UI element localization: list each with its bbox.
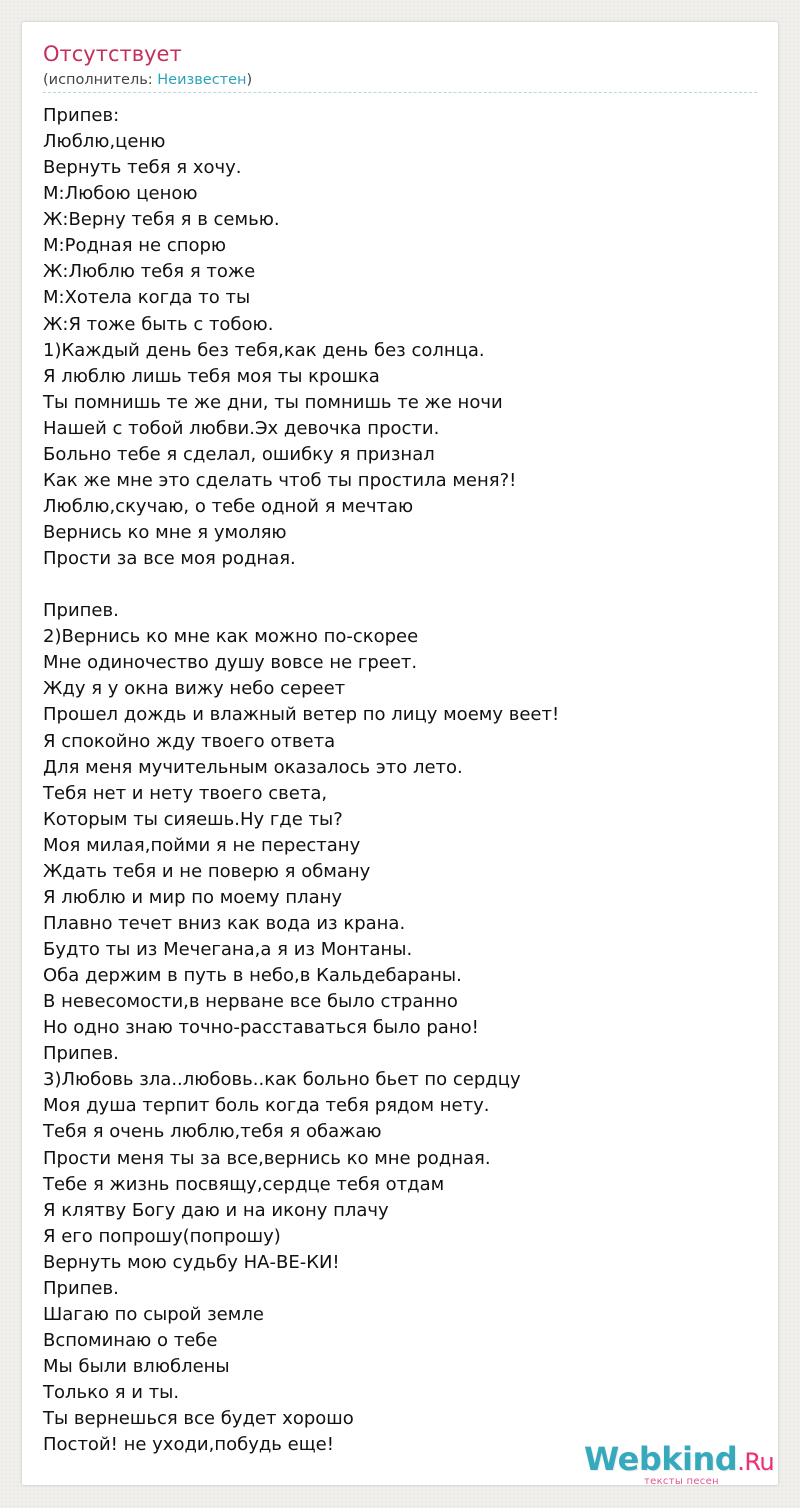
lyric-line: Я люблю лишь тебя моя ты крошка (43, 365, 380, 387)
artist-suffix: ) (246, 72, 253, 88)
lyric-line: Припев. (43, 600, 119, 622)
lyric-line: Я клятву Богу даю и на икону плачу (43, 1199, 389, 1221)
logo-wordmark (584, 1440, 774, 1478)
lyric-line: Ж:Люблю тебя я тоже (43, 261, 256, 283)
lyric-line: Мы были влюблены (43, 1356, 230, 1377)
lyric-line: Постой! не уходи,побудь еще! (43, 1434, 334, 1456)
lyric-line: Больно тебе я сделал, ошибку я признал (43, 443, 435, 465)
divider (43, 92, 757, 93)
lyric-line: Ждать тебя и не поверю я обману (43, 860, 371, 882)
lyric-line: Моя милая,пойми я не перестану (43, 834, 361, 856)
logo-tagline: тексты песен (644, 1476, 719, 1487)
lyric-line: Люблю,ценю (43, 131, 166, 153)
lyric-line: Вернуть мою судьбу НА-ВЕ-КИ! (43, 1251, 340, 1273)
lyric-line: Нашей с тобой любви.Эх девочка прости. (43, 417, 440, 439)
lyric-line: В невесомости,в нерване все было странно (43, 991, 458, 1013)
lyric-line: Припев: (43, 105, 120, 126)
lyric-line: 2)Вернись ко мне как можно по-скорее (43, 626, 419, 648)
lyric-line (43, 572, 755, 598)
lyric-line: Ж:Верну тебя я в семью. (43, 209, 280, 231)
lyric-line: Для меня мучительным оказалось это лето. (43, 756, 463, 778)
lyric-line: Ж:Я тоже быть с тобою. (43, 313, 274, 335)
lyric-line: 1)Каждый день без тебя,как день без солнца. (43, 339, 485, 361)
lyric-line: Мне одиночество душу вовсе не греет. (43, 652, 418, 674)
lyric-line: М:Родная не спорю (43, 235, 227, 257)
lyric-line: Оба держим в путь в небо,в Кальдебараны. (43, 965, 462, 987)
lyric-line: Плавно течет вниз как вода из крана. (43, 912, 406, 934)
lyric-line: Вспоминаю о тебе (43, 1329, 218, 1351)
lyric-line: Я его попрошу(попрошу) (43, 1225, 281, 1247)
lyric-line: Только я и ты. (43, 1382, 180, 1404)
lyric-line: Которым ты сияешь.Ну где ты? (43, 808, 343, 830)
artist-line (43, 72, 252, 88)
lyric-line: Прошел дождь и влажный ветер по лицу моему веет! (43, 704, 560, 726)
lyric-line: Жду я у окна вижу небо сереет (43, 678, 346, 700)
lyric-line: Тебя нет и нету твоего света, (43, 782, 328, 804)
artist-link[interactable]: Неизвестен (157, 72, 247, 88)
lyric-line: Будто ты из Мечегана,а я из Монтаны. (43, 939, 413, 960)
lyric-line: Я спокойно жду твоего ответа (43, 730, 336, 752)
lyric-line: Люблю,скучаю, о тебе одной я мечтаю (43, 495, 414, 517)
lyric-line: Вернись ко мне я умоляю (43, 522, 287, 543)
lyric-line: Тебя я очень люблю,тебя я обажаю (43, 1121, 382, 1143)
lyric-line: Шагаю по сырой земле (43, 1303, 264, 1325)
lyric-line: Ты вернешься все будет хорошо (43, 1408, 354, 1430)
lyric-line: Моя душа терпит боль когда тебя рядом нету. (43, 1095, 490, 1117)
lyrics-text (43, 103, 755, 1458)
lyric-line: М:Любою ценою (43, 183, 198, 205)
webkind-logo[interactable] (584, 1440, 774, 1488)
lyric-line: Припев. (43, 1277, 119, 1299)
lyric-line: М:Хотела когда то ты (43, 287, 251, 309)
logo-tld: .Ru (737, 1448, 775, 1476)
lyric-line: 3)Любовь зла..любовь..как больно бьет по сердцу (43, 1069, 521, 1091)
lyric-line: Ты помнишь те же дни, ты помнишь те же ночи (43, 391, 503, 413)
lyric-line: Прости за все моя родная. (43, 548, 296, 570)
artist-prefix: (исполнитель: (43, 72, 158, 88)
lyric-line: Тебе я жизнь посвящу,сердце тебя отдам (43, 1173, 445, 1195)
lyric-line: Прости меня ты за все,вернись ко мне родная. (43, 1147, 491, 1169)
lyric-line: Вернуть тебя я хочу. (43, 157, 242, 179)
song-title: Отсутствует (43, 42, 182, 66)
lyric-line: Я люблю и мир по моему плану (43, 886, 343, 908)
lyric-line: Как же мне это сделать чтоб ты простила меня?! (43, 469, 517, 491)
logo-brand: Webkind (584, 1440, 738, 1478)
lyric-line: Припев. (43, 1043, 119, 1065)
lyric-line: Но одно знаю точно-расставаться было рано! (43, 1017, 479, 1039)
